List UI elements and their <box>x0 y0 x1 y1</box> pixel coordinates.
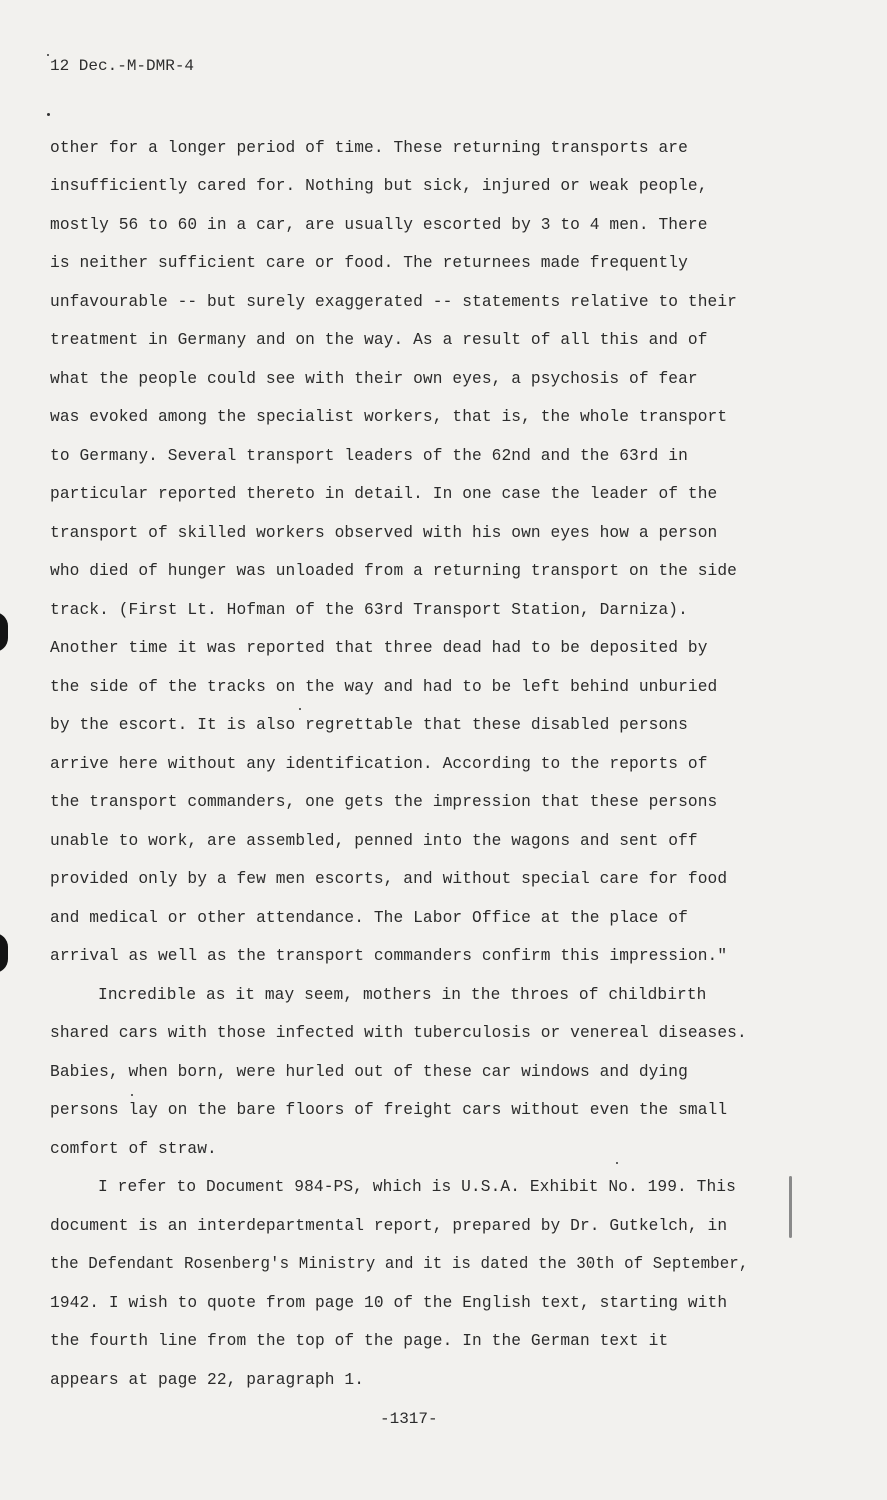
text-line: insufficiently cared for. Nothing but sick, injured or weak people, <box>50 177 708 195</box>
document-header-code: 12 Dec.-M-DMR-4 <box>50 57 195 75</box>
text-line: Babies, when born, were hurled out of these car windows and dying <box>50 1063 688 1081</box>
text-line: shared cars with those infected with tuberculosis or venereal diseases. <box>50 1024 747 1042</box>
text-line: track. (First Lt. Hofman of the 63rd Transport Station, Darniza). <box>50 601 688 619</box>
text-line: the side of the tracks on the way and had to be left behind unburied <box>50 678 718 696</box>
text-line: arrival as well as the transport commanders confirm this impression." <box>50 947 728 965</box>
text-line: to Germany. Several transport leaders of the 62nd and the 63rd in <box>50 447 688 465</box>
paper-speck <box>616 1162 618 1164</box>
binding-hole-mark-lower <box>0 933 8 973</box>
text-line: other for a longer period of time. These returning transports are <box>50 139 688 157</box>
text-line: comfort of straw. <box>50 1140 217 1158</box>
paragraph-first-line: I refer to Document 984-PS, which is U.S.A. Exhibit No. 199. This <box>98 1178 736 1196</box>
text-line: is neither sufficient care or food. The returnees made frequently <box>50 254 688 272</box>
paper-speck <box>47 113 50 116</box>
text-line: the transport commanders, one gets the impression that these persons <box>50 793 718 811</box>
text-line: 1942. I wish to quote from page 10 of the English text, starting with <box>50 1294 728 1312</box>
text-line: the fourth line from the top of the page. In the German text it <box>50 1332 669 1350</box>
text-line: who died of hunger was unloaded from a returning transport on the side <box>50 562 737 580</box>
page-number: -1317- <box>380 1410 438 1428</box>
text-line: unfavourable -- but surely exaggerated -- statements relative to their <box>50 293 737 311</box>
text-line: what the people could see with their own eyes, a psychosis of fear <box>50 370 698 388</box>
binding-hole-mark-upper <box>0 612 8 652</box>
paper-speck <box>299 708 301 710</box>
text-line: particular reported thereto in detail. In one case the leader of the <box>50 485 718 503</box>
text-line: arrive here without any identification. According to the reports of <box>50 755 708 773</box>
text-line: Another time it was reported that three dead had to be deposited by <box>50 639 708 657</box>
text-line: was evoked among the specialist workers, that is, the whole transport <box>50 408 728 426</box>
text-line: by the escort. It is also regrettable that these disabled persons <box>50 716 688 734</box>
text-line: provided only by a few men escorts, and without special care for food <box>50 870 728 888</box>
paper-speck <box>47 54 49 56</box>
paper-speck <box>131 1094 133 1096</box>
text-line: unable to work, are assembled, penned into the wagons and sent off <box>50 832 698 850</box>
margin-line <box>789 1176 792 1238</box>
text-line: appears at page 22, paragraph 1. <box>50 1371 365 1389</box>
text-line: treatment in Germany and on the way. As a result of all this and of <box>50 331 708 349</box>
text-line: document is an interdepartmental report, prepared by Dr. Gutkelch, in <box>50 1217 728 1235</box>
text-line: mostly 56 to 60 in a car, are usually escorted by 3 to 4 men. There <box>50 216 708 234</box>
text-line: and medical or other attendance. The Labor Office at the place of <box>50 909 688 927</box>
text-line: persons lay on the bare floors of freight cars without even the small <box>50 1101 728 1119</box>
text-line: the Defendant Rosenberg's Ministry and it is dated the 30th of September, <box>50 1255 749 1273</box>
paragraph-first-line: Incredible as it may seem, mothers in the throes of childbirth <box>98 986 707 1004</box>
text-line: transport of skilled workers observed with his own eyes how a person <box>50 524 718 542</box>
